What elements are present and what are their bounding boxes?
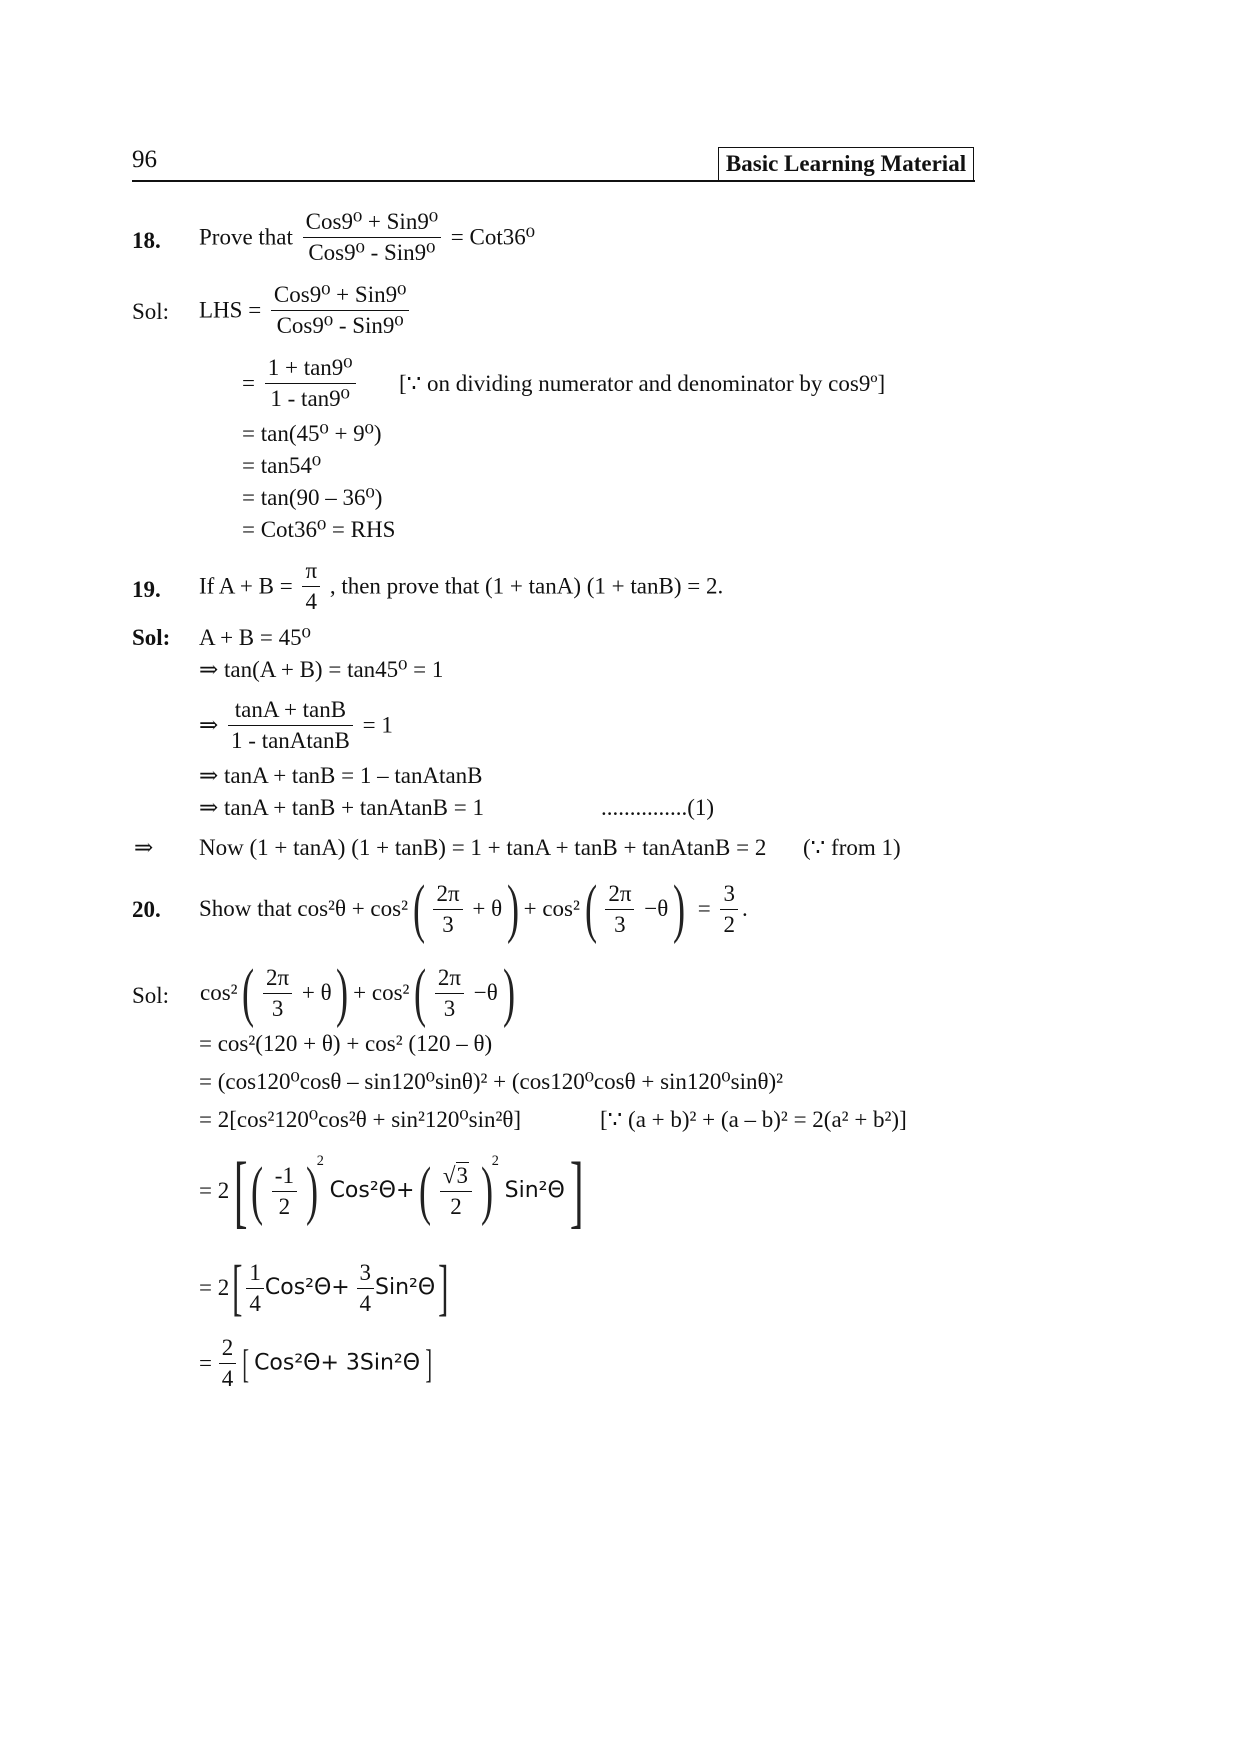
q20-line5 <box>199 1254 449 1322</box>
q20-paren-close: ) <box>506 872 519 945</box>
q18-fraction <box>303 207 441 268</box>
q19-line6-note: (∵ from 1) <box>803 835 901 860</box>
q20-line4 <box>199 1145 584 1236</box>
q18-lhs-num: Cos9⁰ + Sin9⁰ <box>271 280 409 311</box>
q20-sol-frac1-num: 2π <box>263 963 292 994</box>
q20-line4-frac1 <box>272 1161 297 1222</box>
q20-frac1-den: 3 <box>442 911 454 937</box>
q19-pi-num: π <box>302 556 320 587</box>
header-title: Basic Learning Material <box>718 147 974 181</box>
q20-line4-sq1: 2 <box>316 1152 324 1169</box>
q19-line3: ⇒ $\frac{\tan A + \tan B}{\text{1 - tanAtanB}}$ = 1 <box>199 695 393 756</box>
page-number: 96 <box>132 146 157 173</box>
q20-sol-cos2: cos² <box>200 980 238 1005</box>
q20-frac2-den: 3 <box>614 911 626 937</box>
q18-frac-num: Cos9⁰ + Sin9⁰ <box>303 207 441 238</box>
header-rule <box>132 180 975 182</box>
q18-lhs <box>199 280 413 341</box>
q19-pi-den: 4 <box>305 589 317 614</box>
q20-sol-label: Sol: <box>132 983 170 1008</box>
q20-frac2-num: 2π <box>605 879 634 910</box>
q20-line1: = cos²(120 + θ) + cos² (120 – θ) <box>199 1031 493 1056</box>
q20-line5-bracket-open: [ <box>232 1254 243 1322</box>
q18-prompt: Prove that <box>199 224 293 250</box>
q20-line4-frac1-num: -1 <box>272 1161 297 1192</box>
q20-prompt: Show that cos²θ + cos² <box>199 896 408 921</box>
q20-line4-paren-open: ( <box>250 1154 264 1227</box>
q20-line4-frac2-num: √3 <box>440 1161 472 1192</box>
q18-step1: = $\frac{\text{1 + tan9⁰}}{\text{1 - tan9⁰}}$ <box>242 353 360 414</box>
q20-line6-frac <box>219 1333 237 1394</box>
q18-step4: = tan(90 – 36⁰) <box>242 485 383 510</box>
q20-sol-frac2-num: 2π <box>435 963 464 994</box>
q19-line1: A + B = 45⁰ <box>199 625 311 650</box>
q20-result-den: 2 <box>723 911 735 937</box>
q19-line6: Now (1 + tanA) (1 + tanB) = 1 + tanA + tanB + tanAtanB = 2 <box>199 835 767 860</box>
q20-line6-body: Cos²Θ+ 3Sin²Θ <box>254 1350 421 1376</box>
q20-result <box>720 879 738 940</box>
q19-sol-label: Sol: <box>132 625 171 650</box>
q18-step5: = Cot36⁰ = RHS <box>242 517 396 542</box>
q20-line2: = (cos120⁰cosθ – sin120⁰sinθ)² + (cos120⁰cosθ + sin120⁰sinθ)² <box>199 1069 784 1094</box>
q19-arrow: ⇒ <box>134 835 154 860</box>
q20-line4-paren-open-2: ( <box>419 1154 432 1227</box>
q20-sol-plus-theta: + θ <box>301 980 332 1005</box>
q19-line5: ⇒ tanA + tanB + tanAtanB = 1 <box>199 795 484 820</box>
q20-line5-prefix: = 2 <box>199 1275 230 1300</box>
q20-paren-open-2: ( <box>584 872 597 945</box>
q20-line6-bracket-close: ] <box>425 1340 432 1386</box>
q20-equals: = <box>697 896 711 921</box>
q18-lhs-label: LHS = <box>199 297 262 323</box>
q20-line5-frac1-den: 4 <box>249 1290 261 1316</box>
q20-line4-cos: Cos²Θ+ <box>329 1178 415 1203</box>
q20-sol-expr <box>200 956 515 1029</box>
q18-step1-num: 1 + tan9⁰ <box>265 353 356 384</box>
q20-plus-theta: + θ <box>472 896 503 921</box>
q20-sol-paren-open-2: ( <box>414 956 427 1029</box>
q20-frac1 <box>433 879 462 940</box>
q18-step1-note: [∵ on dividing numerator and denominator by cos9º] <box>399 371 886 396</box>
q20-paren-close-2: ) <box>672 872 686 945</box>
q20-line5-frac2 <box>357 1258 375 1319</box>
q20-line4-frac2-den: 2 <box>450 1193 462 1219</box>
q19-prompt-a: If A + B = <box>199 573 293 599</box>
q19-line4: ⇒ tanA + tanB = 1 – tanAtanB <box>199 763 483 788</box>
q18-number: 18. <box>132 228 161 253</box>
q20-sol-frac2 <box>435 963 464 1024</box>
q20-line6-frac-num: 2 <box>219 1333 237 1364</box>
q20-minus-theta: −θ <box>644 896 669 921</box>
q18-step2: = tan(45⁰ + 9⁰) <box>242 421 382 446</box>
q18-step1-den: 1 - tan9⁰ <box>270 386 350 411</box>
q18-lhs-den: Cos9⁰ - Sin9⁰ <box>276 313 404 338</box>
q20-line4-frac2 <box>440 1161 472 1222</box>
q20-line6-prefix: = <box>199 1350 212 1376</box>
q18-sol-label: Sol: <box>132 299 170 324</box>
q18-frac-den: Cos9⁰ - Sin9⁰ <box>308 240 436 265</box>
q18-step3: = tan54⁰ <box>242 453 322 478</box>
q20-line5-frac2-den: 4 <box>359 1290 371 1316</box>
q19-line3-num: tanA + tanB <box>228 695 353 726</box>
q20-question: Show that cos²θ + cos² ( $\frac{2\pi}{3}$ + θ ) + cos² ( $\frac{2\pi}{3}$ −θ ) = $\frac{3}{2}$ . <box>199 872 748 945</box>
q19-line3-rhs: = 1 <box>362 712 393 738</box>
q20-cos2: + cos² <box>523 896 580 921</box>
q20-line5-bracket-close: ] <box>438 1254 449 1322</box>
q20-sol-paren-close-2: ) <box>502 956 515 1029</box>
q20-line4-bracket-open: [ <box>233 1145 248 1236</box>
q20-line4-paren-close: ) <box>305 1154 318 1227</box>
q18-rhs: = Cot36⁰ <box>450 224 535 250</box>
q19-number: 19. <box>132 577 161 602</box>
q20-line6-bracket-open: [ <box>242 1340 249 1386</box>
q20-line4-bracket-close: ] <box>569 1145 584 1236</box>
q20-line3-note: [∵ (a + b)² + (a – b)² = 2(a² + b²)] <box>600 1107 907 1132</box>
q19-line5-tag: ...............(1) <box>601 795 715 820</box>
q20-line6 <box>199 1333 431 1394</box>
q19-line3-fraction <box>228 695 353 756</box>
q20-line6-frac-den: 4 <box>221 1366 234 1391</box>
q20-line4-sin: Sin²Θ <box>504 1178 565 1203</box>
q20-sol-frac1 <box>263 963 292 1024</box>
q20-sol-frac1-den: 3 <box>271 995 284 1021</box>
q20-sol-cos2b: + cos² <box>353 980 410 1005</box>
q20-line5-frac1 <box>246 1258 264 1319</box>
q20-line5-frac2-num: 3 <box>357 1258 375 1289</box>
q20-sol-paren-open: ( <box>242 956 255 1029</box>
q20-line4-frac1-den: 2 <box>278 1193 291 1219</box>
q20-line5-sin: Sin²Θ <box>375 1275 436 1300</box>
q20-paren-open: ( <box>412 872 425 945</box>
q20-line4-sqrt3: 3 <box>456 1162 469 1188</box>
q20-line4-sq2: 2 <box>491 1152 499 1169</box>
q19-question <box>199 556 723 617</box>
q20-line4-prefix: = 2 <box>199 1178 230 1203</box>
q20-line5-cos: Cos²Θ+ <box>264 1275 350 1300</box>
q20-line5-frac1-num: 1 <box>246 1258 264 1289</box>
q19-line2: ⇒ tan(A + B) = tan45⁰ = 1 <box>199 657 444 682</box>
q20-line3: = 2[cos²120⁰cos²θ + sin²120⁰sin²θ] <box>199 1107 522 1132</box>
q18-lhs-fraction <box>271 280 409 341</box>
q19-pi-fraction <box>302 556 320 617</box>
q20-frac2 <box>605 879 634 940</box>
q20-frac1-num: 2π <box>433 879 462 910</box>
q20-result-num: 3 <box>720 879 738 910</box>
q18-question <box>199 207 535 268</box>
q20-line4-paren-close-2: ) <box>480 1154 493 1227</box>
q20-sol-minus-theta: −θ <box>473 980 498 1005</box>
q20-sol-frac2-den: 3 <box>443 995 456 1021</box>
q19-line3-den: 1 - tanAtanB <box>231 728 350 753</box>
q18-step1-fraction <box>265 353 356 414</box>
q20-number: 20. <box>132 897 161 922</box>
q19-prompt-b: , then prove that (1 + tanA) (1 + tanB) = 2. <box>329 573 724 599</box>
q20-sol-paren-close: ) <box>336 956 349 1029</box>
